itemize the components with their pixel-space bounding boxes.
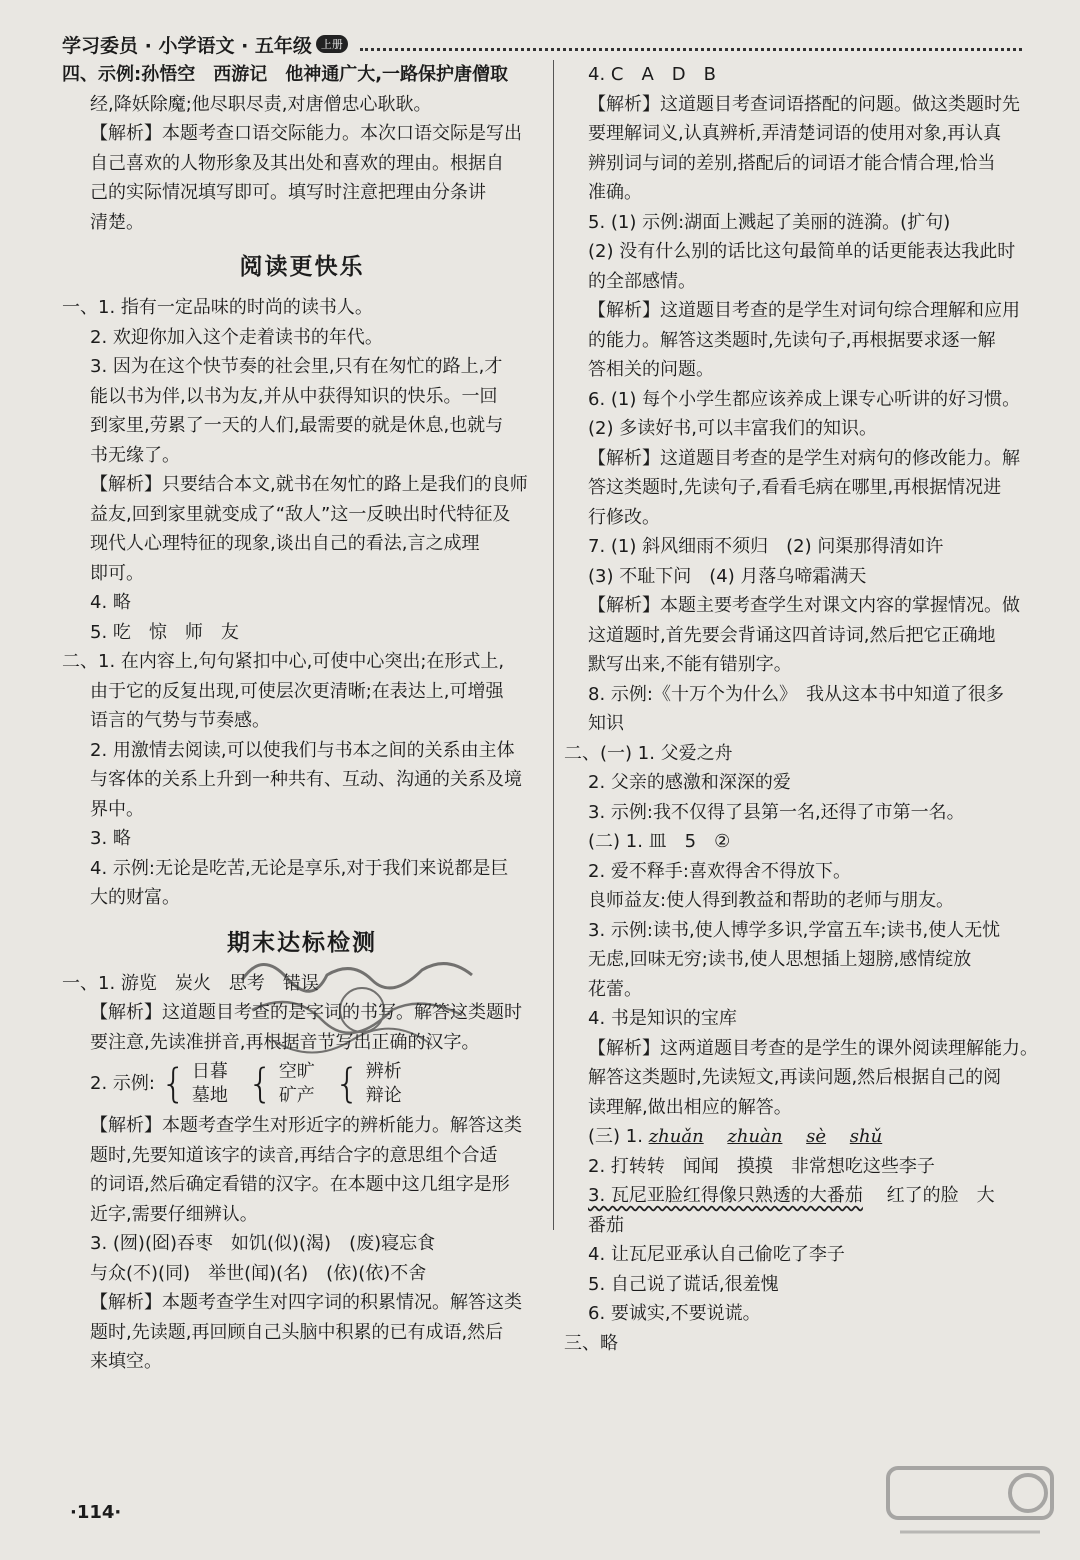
word: 日暮 xyxy=(191,1061,228,1082)
answer-line: 3. 因为在这个快节奏的社会里,只有在匆忙的路上,才 xyxy=(90,356,503,377)
answer-line: 2. 爱不释手:喜欢得舍不得放下。 xyxy=(588,860,851,882)
answer-line: 与众(不)(同) 举世(闻)(名) (依)(依)不舍 xyxy=(90,1262,427,1284)
answer-line: 3. 示例:我不仅得了县第一名,还得了市第一名。 xyxy=(588,801,965,823)
answer-line: 知识 xyxy=(588,713,624,734)
answer-line: (二) 1. 皿 5 ② xyxy=(588,831,731,852)
analysis-line: 己的实际情况填写即可。填写时注意把理由分条讲 xyxy=(90,182,486,203)
answer-line: 四、示例:孙悟空 西游记 他神通广大,一路保护唐僧取 xyxy=(62,64,509,85)
analysis-line: 要理解词义,认真辨析,弄清楚词语的使用对象,再认真 xyxy=(588,123,1002,144)
brace-mark: { xyxy=(160,1061,187,1107)
answer-line: 番茄 xyxy=(588,1214,624,1236)
analysis-line: 【解析】这道题目考查的是学生对词句综合理解和应用 xyxy=(588,300,1020,321)
answer-line: 三、略 xyxy=(564,1332,618,1354)
word: 矿产 xyxy=(278,1085,315,1106)
section-title-final-test: 期末达标检测 xyxy=(227,929,377,956)
analysis-line: 这道题时,首先要会背诵这四首诗词,然后把它正确地 xyxy=(588,624,996,646)
answer-line: 4. 让瓦尼亚承认自己偷吃了李子 xyxy=(588,1244,845,1265)
answer-line: 由于它的反复出现,可使层次更清晰;在表达上,可增强 xyxy=(90,680,504,702)
pinyin-item: zhuàn xyxy=(727,1126,783,1147)
answer-line: 3. 略 xyxy=(90,828,131,849)
answer-line: 2. 欢迎你加入这个走着读书的年代。 xyxy=(90,326,383,348)
answer-line: 良师益友:使人得到教益和帮助的老师与朋友。 xyxy=(588,890,955,911)
analysis-line: 题时,先要知道该字的读音,再结合字的意思组个合适 xyxy=(90,1144,498,1166)
word-pair xyxy=(192,1060,228,1108)
analysis-line: 【解析】这两道题目考查的是学生的课外阅读理解能力。 xyxy=(588,1037,1038,1059)
answer-line: 一、1. 指有一定品味的时尚的读书人。 xyxy=(62,297,373,318)
analysis-line: 【解析】这道题目考查词语搭配的问题。做这类题时先 xyxy=(588,93,1020,115)
answer-line: 5. 自己说了谎话,很羞愧 xyxy=(588,1273,779,1295)
analysis-line: 默写出来,不能有错别字。 xyxy=(588,654,792,675)
word: 辨析 xyxy=(365,1061,402,1082)
analysis-line: 自己喜欢的人物形象及其出处和喜欢的理由。根据自 xyxy=(90,152,504,174)
analysis-line: 来填空。 xyxy=(90,1351,162,1372)
pinyin-item: zhuǎn xyxy=(648,1126,704,1147)
answer-line: 界中。 xyxy=(90,798,144,820)
answer-line: 4. 略 xyxy=(90,592,131,613)
answer-line: 大的财富。 xyxy=(90,887,180,908)
analysis-line: 【解析】只要结合本文,就书在匆忙的路上是我们的良师 xyxy=(90,474,528,495)
analysis-line: 【解析】这道题目考查的是字词的书写。解答这类题时 xyxy=(90,1002,522,1023)
analysis-line: 【解析】本题考查口语交际能力。本次口语交际是写出 xyxy=(90,123,522,144)
answer-line: 5. (1) 示例:湖面上溅起了美丽的涟漪。(扩句) xyxy=(588,211,951,233)
answer-line: 4. 示例:无论是吃苦,无论是享乐,对于我们来说都是巨 xyxy=(90,857,509,879)
word-pair xyxy=(279,1060,315,1108)
answer-line: 2. 父亲的感激和深深的爱 xyxy=(588,772,791,793)
answer-line: 5. 吃 惊 师 友 xyxy=(90,621,239,643)
answer-line: 花蕾。 xyxy=(588,978,642,1000)
word: 辩论 xyxy=(365,1085,402,1106)
analysis-line: 解答这类题时,先读短文,再读问题,然后根据自己的阅 xyxy=(588,1067,1002,1088)
analysis-line: 即可。 xyxy=(90,562,144,584)
answer-line: 2. 用激情去阅读,可以使我们与书本之间的关系由主体 xyxy=(90,739,515,761)
analysis-line: 【解析】本题考查学生对形近字的辨析能力。解答这类 xyxy=(90,1115,522,1136)
analysis-line: 答相关的问题。 xyxy=(588,359,714,380)
analysis-line: 题时,先读题,再回顾自己头脑中积累的已有成语,然后 xyxy=(90,1321,504,1343)
pinyin-item: shǔ xyxy=(849,1126,883,1147)
answer-line: 8. 示例:《十万个为什么》 我从这本书中知道了很多 xyxy=(588,683,1004,705)
analysis-line: 准确。 xyxy=(588,182,642,203)
word: 空旷 xyxy=(278,1061,315,1082)
word-pairs-line xyxy=(62,1057,542,1111)
answer-line: (2) 多读好书,可以丰富我们的知识。 xyxy=(588,418,877,439)
analysis-line: 益友,回到家里就变成了“敌人”这一反映出时代特征及 xyxy=(90,503,511,525)
word-pairs-label: 2. 示例: xyxy=(90,1073,155,1094)
analysis-line: 辨别词与词的差别,搭配后的词语才能合情合理,恰当 xyxy=(588,152,996,174)
analysis-line: 清楚。 xyxy=(90,211,144,233)
analysis-line: 【解析】本题主要考查学生对课文内容的掌握情况。做 xyxy=(588,595,1020,616)
answer-line: 2. 打转转 闻闻 摸摸 非常想吃这些李子 xyxy=(588,1155,935,1177)
pinyin-group xyxy=(649,1126,901,1147)
answer-line: 4. 书是知识的宝库 xyxy=(588,1008,737,1029)
wavy-underlined-sentence: 3. 瓦尼亚脸红得像只熟透的大番茄 xyxy=(588,1185,863,1206)
pinyin-answer-line xyxy=(588,1122,1038,1152)
analysis-line: 近字,需要仔细辨认。 xyxy=(90,1203,258,1225)
answer-line: 7. (1) 斜风细雨不须归 (2) 问渠那得清如许 xyxy=(588,536,944,557)
answer-line: 的全部感情。 xyxy=(588,270,696,292)
answer-line: 3. (囫)(囵)吞枣 如饥(似)(渴) (废)寝忘食 xyxy=(90,1233,436,1254)
page-number: ·114· xyxy=(70,1502,122,1523)
header-dotted-rule xyxy=(360,38,1022,51)
answer-line: 书无缘了。 xyxy=(90,444,180,466)
answer-line: 能以书为伴,以书为友,并从中获得知识的快乐。一回 xyxy=(90,385,498,407)
brace-mark: { xyxy=(334,1061,360,1107)
section-title-reading: 阅读更快乐 xyxy=(239,254,365,280)
analysis-line: 的词语,然后确定看错的汉字。在本题中这几组字是形 xyxy=(90,1174,510,1195)
answer-text: 红了的脸 大 xyxy=(886,1185,995,1206)
analysis-line: 答这类题时,先读句子,看看毛病在哪里,再根据情况进 xyxy=(588,477,1002,498)
answer-line: 二、1. 在内容上,句句紧扣中心,可使中心突出;在形式上, xyxy=(62,651,505,672)
answer-line: 一、1. 游览 炭火 思考 错误 xyxy=(62,972,319,994)
answer-line: 4. C A D B xyxy=(588,64,716,85)
pinyin-label: (三) 1. xyxy=(588,1126,643,1147)
analysis-line: 读理解,做出相应的解答。 xyxy=(588,1096,792,1118)
pinyin-item: sè xyxy=(806,1126,827,1147)
analysis-line: 现代人心理特征的现象,谈出自己的看法,言之成理 xyxy=(90,533,480,554)
answer-line: 经,降妖除魔;他尽职尽责,对唐僧忠心耿耿。 xyxy=(90,93,432,115)
answer-line: 6. 要诚实,不要说谎。 xyxy=(588,1303,761,1324)
answer-line: 无虑,回味无穷;读书,使人思想插上翅膀,感情绽放 xyxy=(588,949,972,970)
word-pair xyxy=(366,1060,402,1108)
word: 墓地 xyxy=(191,1085,228,1106)
answer-line: (3) 不耻下问 (4) 月落乌啼霜满天 xyxy=(588,565,867,587)
column-divider xyxy=(553,60,554,1230)
page-header xyxy=(62,30,1022,58)
analysis-line: 【解析】这道题目考查的是学生对病句的修改能力。解 xyxy=(588,447,1020,469)
site-logo-watermark-icon xyxy=(880,1460,1060,1550)
answer-line: 6. (1) 每个小学生都应该养成上课专心听讲的好习惯。 xyxy=(588,388,1021,410)
right-column xyxy=(564,60,1038,1358)
volume-badge: 上册 xyxy=(316,35,348,53)
analysis-line: 要注意,先读准拼音,再根据音节写出正确的汉字。 xyxy=(90,1031,480,1053)
header-title: 学习委员 · 小学语文 · 五年级 xyxy=(62,34,312,57)
brace-mark: { xyxy=(247,1061,274,1107)
answer-line: 到家里,劳累了一天的人们,最需要的就是休息,也就与 xyxy=(90,415,504,436)
analysis-line: 行修改。 xyxy=(588,506,660,528)
answer-line: (2) 没有什么别的话比这句最简单的话更能表达我此时 xyxy=(588,241,1016,262)
answer-line: 3. 示例:读书,使人博学多识,学富五车;读书,使人无忧 xyxy=(588,919,1001,941)
analysis-line: 的能力。解答这类题时,先读句子,再根据要求逐一解 xyxy=(588,329,996,351)
left-column xyxy=(62,60,542,1377)
answer-line xyxy=(588,1181,1038,1211)
analysis-line: 【解析】本题考查学生对四字词的积累情况。解答这类 xyxy=(90,1292,522,1313)
answer-line: 二、(一) 1. 父爱之舟 xyxy=(564,742,733,764)
answer-line: 与客体的关系上升到一种共有、互动、沟通的关系及境 xyxy=(90,769,522,790)
answer-line: 语言的气势与节奏感。 xyxy=(90,710,270,731)
